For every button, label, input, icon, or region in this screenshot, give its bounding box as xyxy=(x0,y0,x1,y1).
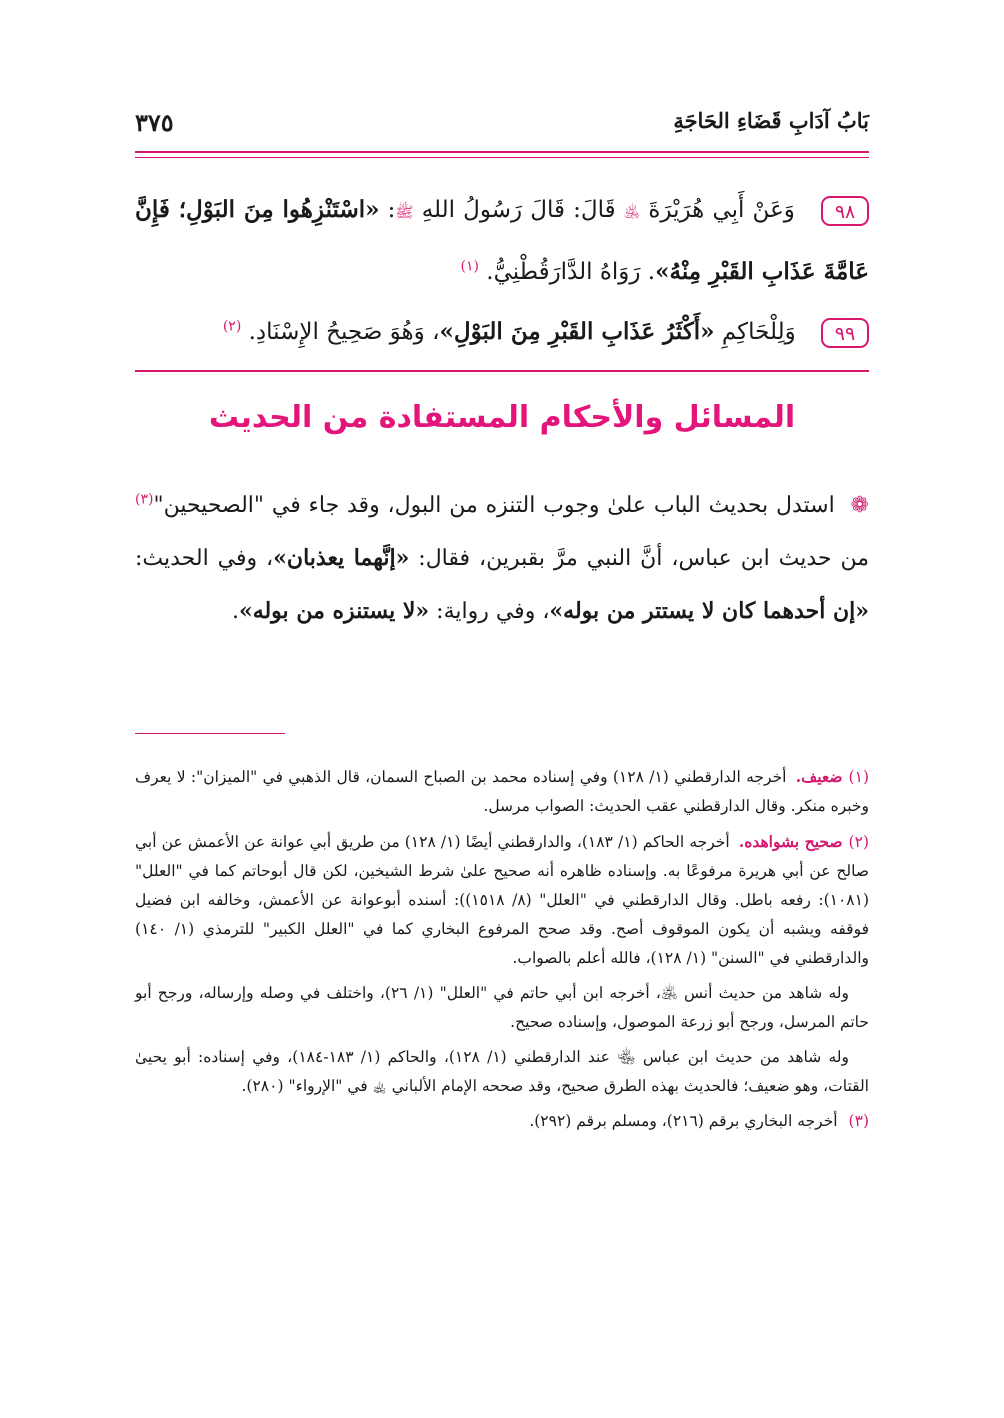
page-header xyxy=(135,108,869,154)
hadith-entry-98: ٩٨ وَعَنْ أَبِي هُرَيْرَةَ ﵁ قَالَ: قَالَ رَسُولُ اللهِ ﷺ: «اسْتَنْزِهُوا مِنَ البَوْلِ؛ فَإِنَّ عَامَّةَ عَذَابِ القَبْرِ مِنْهُ». رَوَاهُ الدَّارَقُطْنِيُّ. $^{(١)}$ xyxy=(135,196,869,285)
hadith-quote: «أَكْثَرُ عَذَابِ القَبْرِ مِنَ البَوْلِ» xyxy=(439,318,715,345)
discussion-quote: «إنَّهما يعذبان» xyxy=(273,545,410,571)
footnote-ref: (١) xyxy=(460,258,479,275)
footnote-number: (٢) xyxy=(848,833,869,851)
hadith-quote: «اسْتَنْزِهُوا مِنَ البَوْلِ؛ فَإِنَّ عَامَّةَ عَذَابِ القَبْرِ مِنْهُ» xyxy=(135,196,869,285)
footnote-2 xyxy=(135,827,869,973)
discussion-text: من حديث ابن عباس، أنَّ النبي مرَّ بقبرين، فقال: xyxy=(409,546,869,571)
footnote-1 xyxy=(135,762,869,821)
hadith-number-badge: ٩٨ xyxy=(821,196,869,226)
footnote-number: (٣) xyxy=(848,1112,869,1130)
footnote-ref: (٢) xyxy=(222,318,242,335)
hadith-number-badge: ٩٩ xyxy=(821,318,869,348)
footnote-grade: ضعيف. xyxy=(795,767,843,786)
header-rule-thin xyxy=(135,157,869,158)
footnote-ref: (٣) xyxy=(135,491,154,508)
hadith-tail: ، وَهُوَ صَحِيحُ الإِسْنَادِ. xyxy=(248,319,440,345)
hadith-entry-99 xyxy=(135,302,869,362)
discussion-paragraph xyxy=(135,480,869,638)
footnote-text: أخرجه الدارقطني (١/ ١٢٨) وفي إسناده محمد بن الصباح السمان، قال الذهبي في "الميزان": لا يعرف وخبره منكر. وقال الدارقطني عقب الحديث: الصواب مرسل. xyxy=(135,768,869,815)
discussion-text: ، وفي رواية: xyxy=(429,599,550,624)
discussion-text: ، وفي الحديث: xyxy=(135,546,274,571)
discussion-quote: «إن أحدهما كان لا يستتر من بوله» xyxy=(549,598,869,624)
hadith-intro: وَلِلْحَاكِمِ xyxy=(721,319,796,345)
footnote-text: أخرجه الحاكم (١/ ١٨٣)، والدارقطني أيضًا (١/ ١٢٨) من طريق أبي عوانة عن الأعمش عن أبي صالح عن أبي هريرة مرفوعًا به. وإسناده ظاهره أنه صحيح علىٰ شرط الشيخين، لكن قال أبوحاتم كما في "العلل" (١٠٨١): رفعه باطل. وقال الدارقطني في "العلل" (٨/ ١٥١٨)): أسنده أبوعوانة عن الأعمش، وخالفه ابن فضيل فوقفه ويشبه أن يكون الموقوف أصح. وقد صحح المرفوع البخاري كما في "العلل الكبير" للترمذي (١/ ١٤٠) والدارقطني في "السنن" (١/ ١٢٨)، فالله أعلم بالصواب. xyxy=(135,833,870,967)
footnote-3 xyxy=(135,1107,869,1136)
hadith-intro: وَعَنْ أَبِي هُرَيْرَةَ xyxy=(648,197,795,223)
discussion-quote: «لا يستنزه من بوله» xyxy=(238,598,430,624)
footnote-number: (١) xyxy=(848,768,869,786)
footnote-grade: صحيح بشواهده. xyxy=(738,832,843,851)
discussion-text: استدل بحديث الباب علىٰ وجوب التنزه من البول، وقد جاء في "الصحيحين" xyxy=(153,493,835,518)
hadith-tail: . رَوَاهُ الدَّارَقُطْنِيُّ. xyxy=(486,259,656,285)
hadith-section-rule xyxy=(135,370,869,372)
chapter-title: بَابُ آدَابِ قَضَاءِ الحَاجَةِ xyxy=(673,108,869,133)
footnote-2-paragraph: وله شاهد من حديث أنس ﵁، أخرجه ابن أبي حاتم في "العلل" (١/ ٢٦)، واختلف في وصله وإرساله، ورجح أبو حاتم المرسل، ورجح أبو زرعة الموصول، وإسناده صحيح. xyxy=(135,984,869,1031)
footnote-separator xyxy=(135,733,285,734)
footnote-text: أخرجه البخاري برقم (٢١٦)، ومسلم برقم (٢٩٢). xyxy=(529,1112,838,1130)
honorific-glyph: ﵁ xyxy=(623,203,641,221)
section-heading: المسائل والأحكام المستفادة من الحديث xyxy=(208,400,796,435)
header-rule-thick xyxy=(135,151,869,153)
hadith-said: قَالَ: قَالَ رَسُولُ اللهِ xyxy=(421,197,616,223)
footnotes xyxy=(135,762,869,1142)
flower-bullet-icon: ❁ xyxy=(850,493,869,518)
discussion-text: . xyxy=(231,599,239,624)
prophet-honorific-glyph: ﷺ xyxy=(395,203,414,221)
footnote-2-paragraph: وله شاهد من حديث ابن عباس ﵄ عند الدارقطني (١/ ١٢٨)، والحاكم (١/ ١٨٣-١٨٤)، وفي إسناده: أبو يحيىٰ القتات، وهو ضعيف؛ فالحديث بهذه الطرق صحيح، وقد صححه الإمام الألباني ﵀ في "الإرواء" (٢٨٠). xyxy=(135,1048,869,1095)
page-number: ٣٧٥ xyxy=(135,108,174,137)
